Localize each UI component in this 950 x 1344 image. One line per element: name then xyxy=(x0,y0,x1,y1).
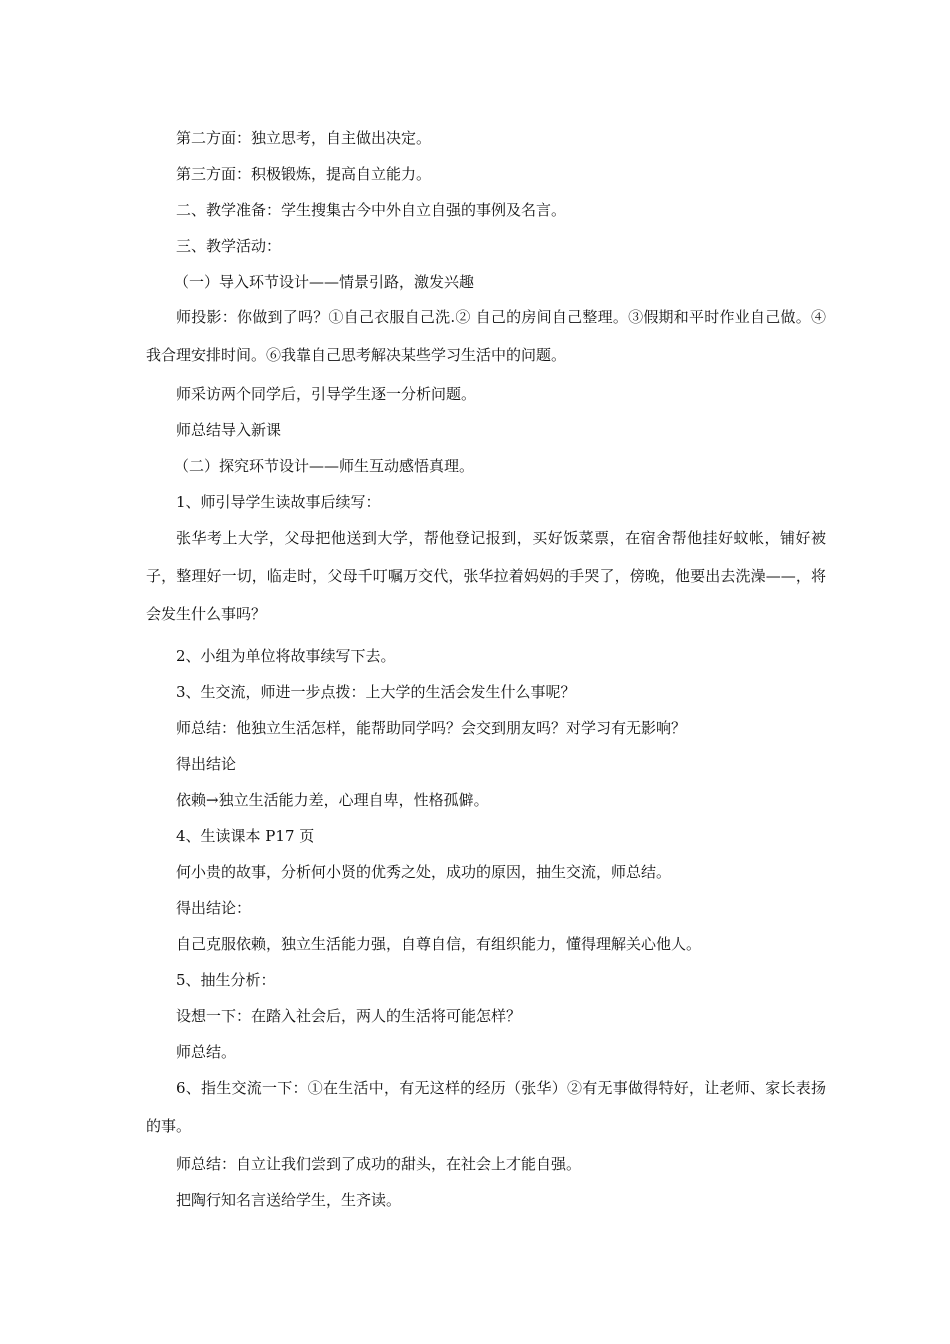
paragraph: 师投影：你做到了吗？①自己衣服自己洗.② 自己的房间自己整理。③假期和平时作业自己做。④我合理安排时间。⑥我靠自己思考解决某些学习生活中的问题。 xyxy=(146,308,826,364)
text-line: 5、抽生分析： xyxy=(176,971,276,989)
text-line: 得出结论 xyxy=(176,755,237,773)
section-heading: （一）导入环节设计——情景引路，激发兴趣 xyxy=(174,273,475,291)
text-line: 2、小组为单位将故事续写下去。 xyxy=(176,647,396,665)
text-line: 依赖→独立生活能力差，心理自卑，性格孤僻。 xyxy=(176,791,489,809)
text-line: 得出结论： xyxy=(176,899,252,917)
text-line: 3、生交流，师进一步点拨：上大学的生活会发生什么事呢？ xyxy=(176,683,576,701)
text-line: 何小贵的故事，分析何小贤的优秀之处，成功的原因，抽生交流，师总结。 xyxy=(176,863,672,881)
text-line: 1、师引导学生读故事后续写： xyxy=(176,493,381,511)
paragraph: 张华考上大学，父母把他送到大学，帮他登记报到，买好饭菜票，在宿舍帮他挂好蚊帐，铺好被子，整理好一切，临走时，父母千叮嘱万交代，张华拉着妈妈的手哭了，傍晚，他要出去洗澡——，将会发生什么事吗？ xyxy=(146,529,826,623)
paragraph: 6、指生交流一下：①在生活中，有无这样的经历（张华）②有无事做得特好，让老师、家长表扬的事。 xyxy=(146,1079,826,1135)
text-line: 师采访两个同学后，引导学生逐一分析问题。 xyxy=(176,385,477,403)
text-line: 把陶行知名言送给学生，生齐读。 xyxy=(176,1191,402,1209)
text-line: 师总结。 xyxy=(176,1043,237,1061)
text-line: 师总结：自立让我们尝到了成功的甜头，在社会上才能自强。 xyxy=(176,1155,582,1173)
text-line: 4、生读课本 P17 页 xyxy=(176,827,315,845)
text-line: 第二方面：独立思考，自主做出决定。 xyxy=(176,129,432,147)
text-line: 二、教学准备：学生搜集古今中外自立自强的事例及名言。 xyxy=(176,201,567,219)
text-line: 第三方面：积极锻炼，提高自立能力。 xyxy=(176,165,432,183)
section-heading: （二）探究环节设计——师生互动感悟真理。 xyxy=(174,457,475,475)
text-line: 自己克服依赖，独立生活能力强，自尊自信，有组织能力，懂得理解关心他人。 xyxy=(176,935,702,953)
text-line: 师总结：他独立生活怎样，能帮助同学吗？会交到朋友吗？对学习有无影响？ xyxy=(176,719,687,737)
text-line: 三、教学活动： xyxy=(176,237,282,255)
text-line: 师总结导入新课 xyxy=(176,421,282,439)
text-line: 设想一下：在踏入社会后，两人的生活将可能怎样？ xyxy=(176,1007,522,1025)
